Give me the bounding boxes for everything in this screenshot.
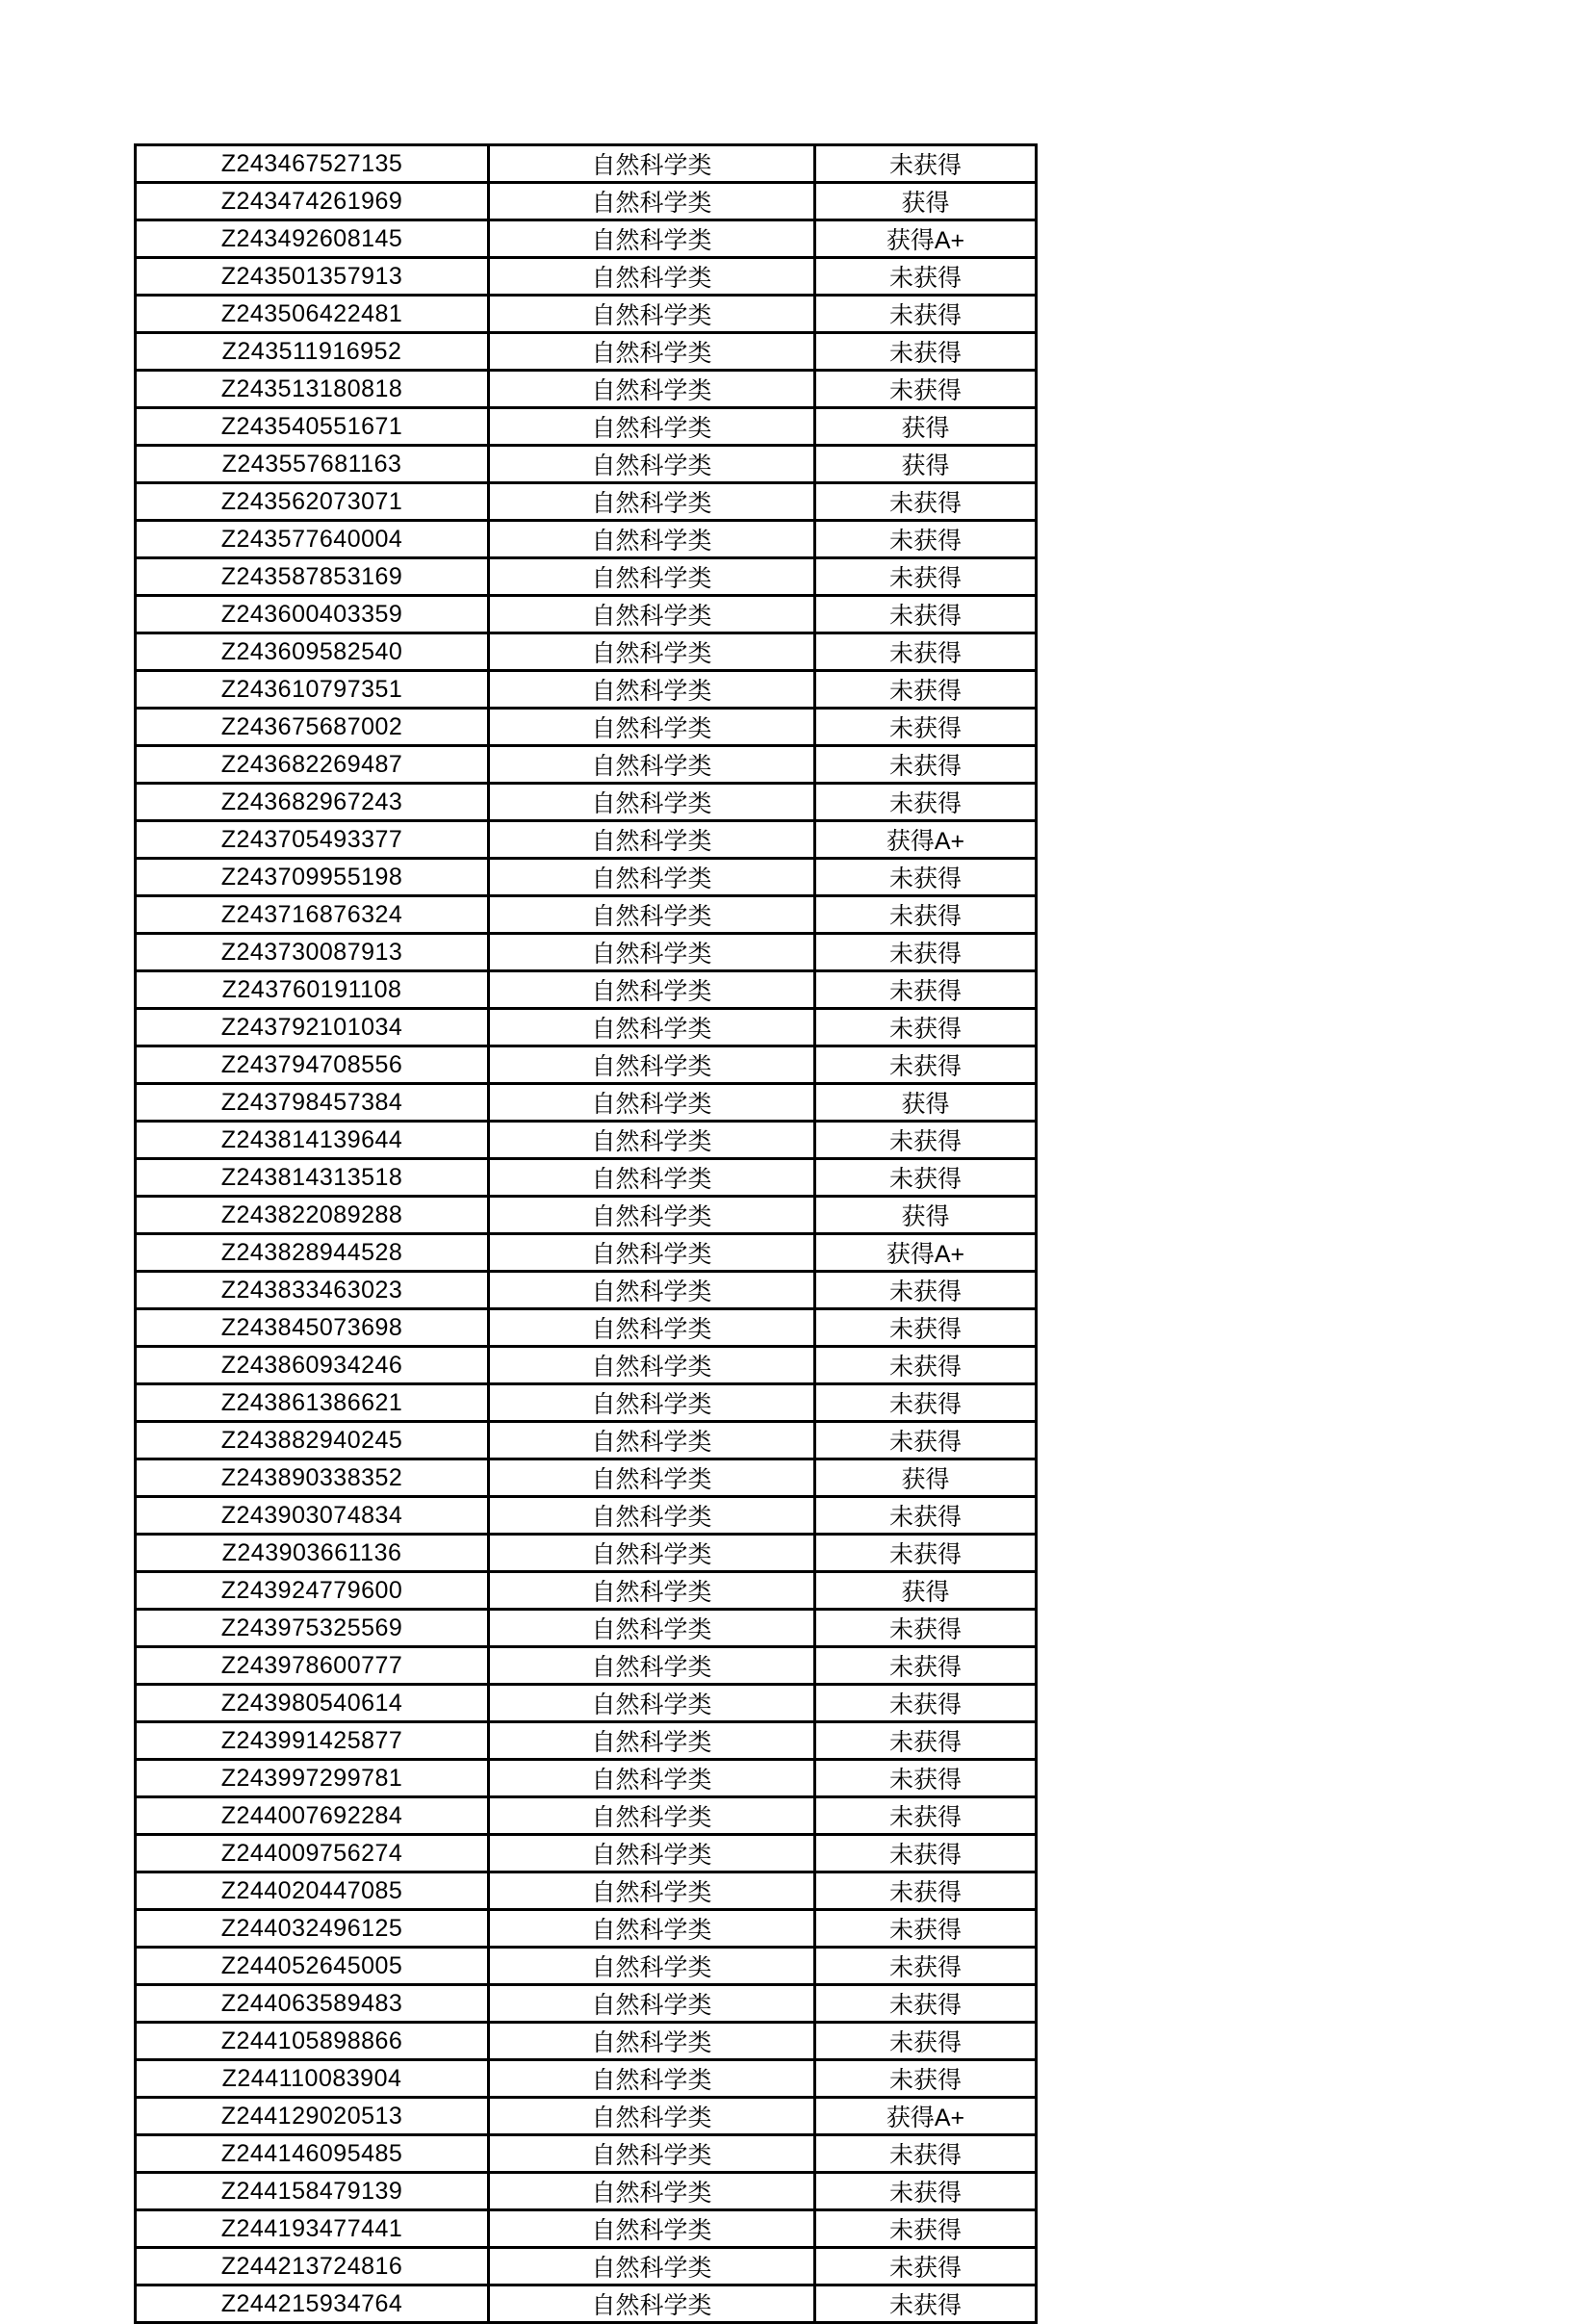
category-cell: 自然科学类	[489, 1535, 815, 1572]
status-cell: 未获得	[815, 1347, 1037, 1384]
status-cell: 获得	[815, 1197, 1037, 1234]
id-cell: Z243760191108	[136, 971, 489, 1009]
category-cell: 自然科学类	[489, 2023, 815, 2060]
status-cell: 获得A+	[815, 1234, 1037, 1272]
table-row	[136, 1122, 1037, 1159]
status-cell: 未获得	[815, 596, 1037, 633]
table-row	[136, 183, 1037, 220]
category-cell: 自然科学类	[489, 558, 815, 596]
table-row	[136, 1948, 1037, 1985]
table-row	[136, 2023, 1037, 2060]
category-cell: 自然科学类	[489, 483, 815, 521]
category-cell: 自然科学类	[489, 2285, 815, 2323]
table-row	[136, 558, 1037, 596]
table-row	[136, 1234, 1037, 1272]
table-row	[136, 2098, 1037, 2135]
status-cell: 未获得	[815, 2060, 1037, 2098]
table-row	[136, 1459, 1037, 1497]
status-cell: 未获得	[815, 1535, 1037, 1572]
status-cell: 未获得	[815, 2210, 1037, 2248]
id-cell: Z243540551671	[136, 408, 489, 446]
status-cell: 未获得	[815, 784, 1037, 821]
id-cell: Z243828944528	[136, 1234, 489, 1272]
table-row	[136, 1835, 1037, 1872]
id-cell: Z243924779600	[136, 1572, 489, 1610]
category-cell: 自然科学类	[489, 1872, 815, 1910]
status-cell: 未获得	[815, 1610, 1037, 1647]
id-cell: Z244215934764	[136, 2285, 489, 2323]
status-cell: 获得	[815, 446, 1037, 483]
table-row	[136, 1497, 1037, 1535]
id-cell: Z243997299781	[136, 1760, 489, 1797]
id-cell: Z243675687002	[136, 709, 489, 746]
status-cell: 获得A+	[815, 220, 1037, 258]
id-cell: Z243506422481	[136, 296, 489, 333]
status-cell: 未获得	[815, 1046, 1037, 1084]
id-cell: Z243991425877	[136, 1722, 489, 1760]
status-cell: 未获得	[815, 1384, 1037, 1422]
category-cell: 自然科学类	[489, 1046, 815, 1084]
category-cell: 自然科学类	[489, 746, 815, 784]
id-cell: Z244009756274	[136, 1835, 489, 1872]
table-row	[136, 671, 1037, 709]
category-cell: 自然科学类	[489, 934, 815, 971]
table-row	[136, 220, 1037, 258]
id-cell: Z244193477441	[136, 2210, 489, 2248]
category-cell: 自然科学类	[489, 1309, 815, 1347]
status-cell: 未获得	[815, 934, 1037, 971]
id-cell: Z243587853169	[136, 558, 489, 596]
table-row	[136, 2248, 1037, 2285]
table-row	[136, 145, 1037, 183]
id-cell: Z244213724816	[136, 2248, 489, 2285]
id-cell: Z244129020513	[136, 2098, 489, 2135]
id-cell: Z244110083904	[136, 2060, 489, 2098]
category-cell: 自然科学类	[489, 1572, 815, 1610]
id-cell: Z244007692284	[136, 1797, 489, 1835]
table-row	[136, 596, 1037, 633]
id-cell: Z243501357913	[136, 258, 489, 296]
id-cell: Z243903074834	[136, 1497, 489, 1535]
category-cell: 自然科学类	[489, 1159, 815, 1197]
id-cell: Z243557681163	[136, 446, 489, 483]
id-cell: Z243845073698	[136, 1309, 489, 1347]
id-cell: Z244105898866	[136, 2023, 489, 2060]
category-cell: 自然科学类	[489, 2248, 815, 2285]
category-cell: 自然科学类	[489, 1760, 815, 1797]
table-row	[136, 1572, 1037, 1610]
category-cell: 自然科学类	[489, 1610, 815, 1647]
table-row	[136, 2210, 1037, 2248]
status-cell: 未获得	[815, 1159, 1037, 1197]
status-cell: 获得A+	[815, 821, 1037, 859]
table-row	[136, 1084, 1037, 1122]
id-cell: Z243730087913	[136, 934, 489, 971]
category-cell: 自然科学类	[489, 2173, 815, 2210]
table-row	[136, 446, 1037, 483]
table-row	[136, 746, 1037, 784]
category-cell: 自然科学类	[489, 2210, 815, 2248]
status-cell: 未获得	[815, 2135, 1037, 2173]
status-cell: 未获得	[815, 1985, 1037, 2023]
status-cell: 未获得	[815, 1647, 1037, 1685]
category-cell: 自然科学类	[489, 1497, 815, 1535]
status-cell: 获得	[815, 408, 1037, 446]
table-row	[136, 821, 1037, 859]
status-cell: 未获得	[815, 746, 1037, 784]
category-cell: 自然科学类	[489, 220, 815, 258]
table-row	[136, 1046, 1037, 1084]
status-cell: 未获得	[815, 1872, 1037, 1910]
table-row	[136, 784, 1037, 821]
id-cell: Z244158479139	[136, 2173, 489, 2210]
table-row	[136, 1910, 1037, 1948]
category-cell: 自然科学类	[489, 784, 815, 821]
status-cell: 获得	[815, 1084, 1037, 1122]
id-cell: Z243609582540	[136, 633, 489, 671]
table-row	[136, 1722, 1037, 1760]
category-cell: 自然科学类	[489, 859, 815, 896]
category-cell: 自然科学类	[489, 1084, 815, 1122]
table-row	[136, 2135, 1037, 2173]
status-cell: 未获得	[815, 296, 1037, 333]
category-cell: 自然科学类	[489, 2098, 815, 2135]
table-row	[136, 934, 1037, 971]
table-row	[136, 1272, 1037, 1309]
id-cell: Z243562073071	[136, 483, 489, 521]
status-cell: 未获得	[815, 896, 1037, 934]
id-cell: Z243975325569	[136, 1610, 489, 1647]
table-row	[136, 1797, 1037, 1835]
status-cell: 未获得	[815, 371, 1037, 408]
id-cell: Z244032496125	[136, 1910, 489, 1948]
id-cell: Z243511916952	[136, 333, 489, 371]
category-cell: 自然科学类	[489, 671, 815, 709]
status-cell: 获得	[815, 183, 1037, 220]
id-cell: Z243610797351	[136, 671, 489, 709]
category-cell: 自然科学类	[489, 1422, 815, 1459]
table-row	[136, 521, 1037, 558]
id-cell: Z243600403359	[136, 596, 489, 633]
category-cell: 自然科学类	[489, 1910, 815, 1948]
category-cell: 自然科学类	[489, 371, 815, 408]
status-cell: 未获得	[815, 1797, 1037, 1835]
results-table-body	[136, 145, 1037, 2323]
status-cell: 未获得	[815, 1910, 1037, 1948]
table-row	[136, 2285, 1037, 2323]
id-cell: Z244020447085	[136, 1872, 489, 1910]
status-cell: 未获得	[815, 1760, 1037, 1797]
table-row	[136, 333, 1037, 371]
status-cell: 未获得	[815, 1685, 1037, 1722]
id-cell: Z243716876324	[136, 896, 489, 934]
id-cell: Z243682269487	[136, 746, 489, 784]
table-row	[136, 1159, 1037, 1197]
table-row	[136, 1309, 1037, 1347]
status-cell: 未获得	[815, 1122, 1037, 1159]
category-cell: 自然科学类	[489, 446, 815, 483]
table-row	[136, 859, 1037, 896]
table-row	[136, 1685, 1037, 1722]
id-cell: Z243882940245	[136, 1422, 489, 1459]
status-cell: 获得A+	[815, 2098, 1037, 2135]
id-cell: Z243577640004	[136, 521, 489, 558]
category-cell: 自然科学类	[489, 296, 815, 333]
id-cell: Z243978600777	[136, 1647, 489, 1685]
status-cell: 未获得	[815, 558, 1037, 596]
category-cell: 自然科学类	[489, 1647, 815, 1685]
category-cell: 自然科学类	[489, 1234, 815, 1272]
table-row	[136, 1610, 1037, 1647]
category-cell: 自然科学类	[489, 1722, 815, 1760]
status-cell: 未获得	[815, 2023, 1037, 2060]
id-cell: Z243794708556	[136, 1046, 489, 1084]
status-cell: 未获得	[815, 859, 1037, 896]
category-cell: 自然科学类	[489, 333, 815, 371]
table-row	[136, 971, 1037, 1009]
status-cell: 未获得	[815, 258, 1037, 296]
table-row	[136, 2060, 1037, 2098]
category-cell: 自然科学类	[489, 596, 815, 633]
id-cell: Z243814313518	[136, 1159, 489, 1197]
status-cell: 未获得	[815, 1309, 1037, 1347]
category-cell: 自然科学类	[489, 258, 815, 296]
category-cell: 自然科学类	[489, 1985, 815, 2023]
id-cell: Z243890338352	[136, 1459, 489, 1497]
category-cell: 自然科学类	[489, 971, 815, 1009]
id-cell: Z243822089288	[136, 1197, 489, 1234]
status-cell: 获得	[815, 1459, 1037, 1497]
category-cell: 自然科学类	[489, 1347, 815, 1384]
table-row	[136, 2173, 1037, 2210]
category-cell: 自然科学类	[489, 145, 815, 183]
status-cell: 未获得	[815, 145, 1037, 183]
id-cell: Z243903661136	[136, 1535, 489, 1572]
status-cell: 未获得	[815, 2173, 1037, 2210]
status-cell: 未获得	[815, 2248, 1037, 2285]
results-table	[134, 143, 1038, 2324]
status-cell: 未获得	[815, 333, 1037, 371]
status-cell: 未获得	[815, 1948, 1037, 1985]
category-cell: 自然科学类	[489, 1009, 815, 1046]
status-cell: 未获得	[815, 1835, 1037, 1872]
id-cell: Z243792101034	[136, 1009, 489, 1046]
table-row	[136, 1985, 1037, 2023]
table-row	[136, 1872, 1037, 1910]
status-cell: 未获得	[815, 671, 1037, 709]
category-cell: 自然科学类	[489, 2060, 815, 2098]
table-row	[136, 483, 1037, 521]
table-row	[136, 896, 1037, 934]
status-cell: 获得	[815, 1572, 1037, 1610]
category-cell: 自然科学类	[489, 1685, 815, 1722]
category-cell: 自然科学类	[489, 1797, 815, 1835]
category-cell: 自然科学类	[489, 183, 815, 220]
id-cell: Z243682967243	[136, 784, 489, 821]
category-cell: 自然科学类	[489, 1122, 815, 1159]
status-cell: 未获得	[815, 1422, 1037, 1459]
table-row	[136, 1422, 1037, 1459]
category-cell: 自然科学类	[489, 2135, 815, 2173]
status-cell: 未获得	[815, 1497, 1037, 1535]
category-cell: 自然科学类	[489, 1197, 815, 1234]
category-cell: 自然科学类	[489, 1272, 815, 1309]
id-cell: Z243833463023	[136, 1272, 489, 1309]
id-cell: Z244146095485	[136, 2135, 489, 2173]
category-cell: 自然科学类	[489, 1835, 815, 1872]
category-cell: 自然科学类	[489, 821, 815, 859]
id-cell: Z244063589483	[136, 1985, 489, 2023]
id-cell: Z243861386621	[136, 1384, 489, 1422]
table-row	[136, 1197, 1037, 1234]
table-row	[136, 1009, 1037, 1046]
id-cell: Z244052645005	[136, 1948, 489, 1985]
id-cell: Z243474261969	[136, 183, 489, 220]
id-cell: Z243492608145	[136, 220, 489, 258]
status-cell: 未获得	[815, 2285, 1037, 2323]
table-row	[136, 1347, 1037, 1384]
table-row	[136, 1384, 1037, 1422]
status-cell: 未获得	[815, 633, 1037, 671]
category-cell: 自然科学类	[489, 633, 815, 671]
category-cell: 自然科学类	[489, 1459, 815, 1497]
status-cell: 未获得	[815, 709, 1037, 746]
status-cell: 未获得	[815, 1009, 1037, 1046]
table-row	[136, 1535, 1037, 1572]
table-row	[136, 633, 1037, 671]
id-cell: Z243513180818	[136, 371, 489, 408]
table-row	[136, 1760, 1037, 1797]
id-cell: Z243709955198	[136, 859, 489, 896]
id-cell: Z243798457384	[136, 1084, 489, 1122]
id-cell: Z243705493377	[136, 821, 489, 859]
id-cell: Z243980540614	[136, 1685, 489, 1722]
status-cell: 未获得	[815, 521, 1037, 558]
status-cell: 未获得	[815, 483, 1037, 521]
table-row	[136, 1647, 1037, 1685]
category-cell: 自然科学类	[489, 896, 815, 934]
table-row	[136, 258, 1037, 296]
category-cell: 自然科学类	[489, 408, 815, 446]
status-cell: 未获得	[815, 1722, 1037, 1760]
category-cell: 自然科学类	[489, 521, 815, 558]
table-row	[136, 371, 1037, 408]
status-cell: 未获得	[815, 1272, 1037, 1309]
category-cell: 自然科学类	[489, 709, 815, 746]
table-row	[136, 296, 1037, 333]
id-cell: Z243467527135	[136, 145, 489, 183]
status-cell: 未获得	[815, 971, 1037, 1009]
table-row	[136, 408, 1037, 446]
id-cell: Z243814139644	[136, 1122, 489, 1159]
category-cell: 自然科学类	[489, 1384, 815, 1422]
category-cell: 自然科学类	[489, 1948, 815, 1985]
table-row	[136, 709, 1037, 746]
id-cell: Z243860934246	[136, 1347, 489, 1384]
